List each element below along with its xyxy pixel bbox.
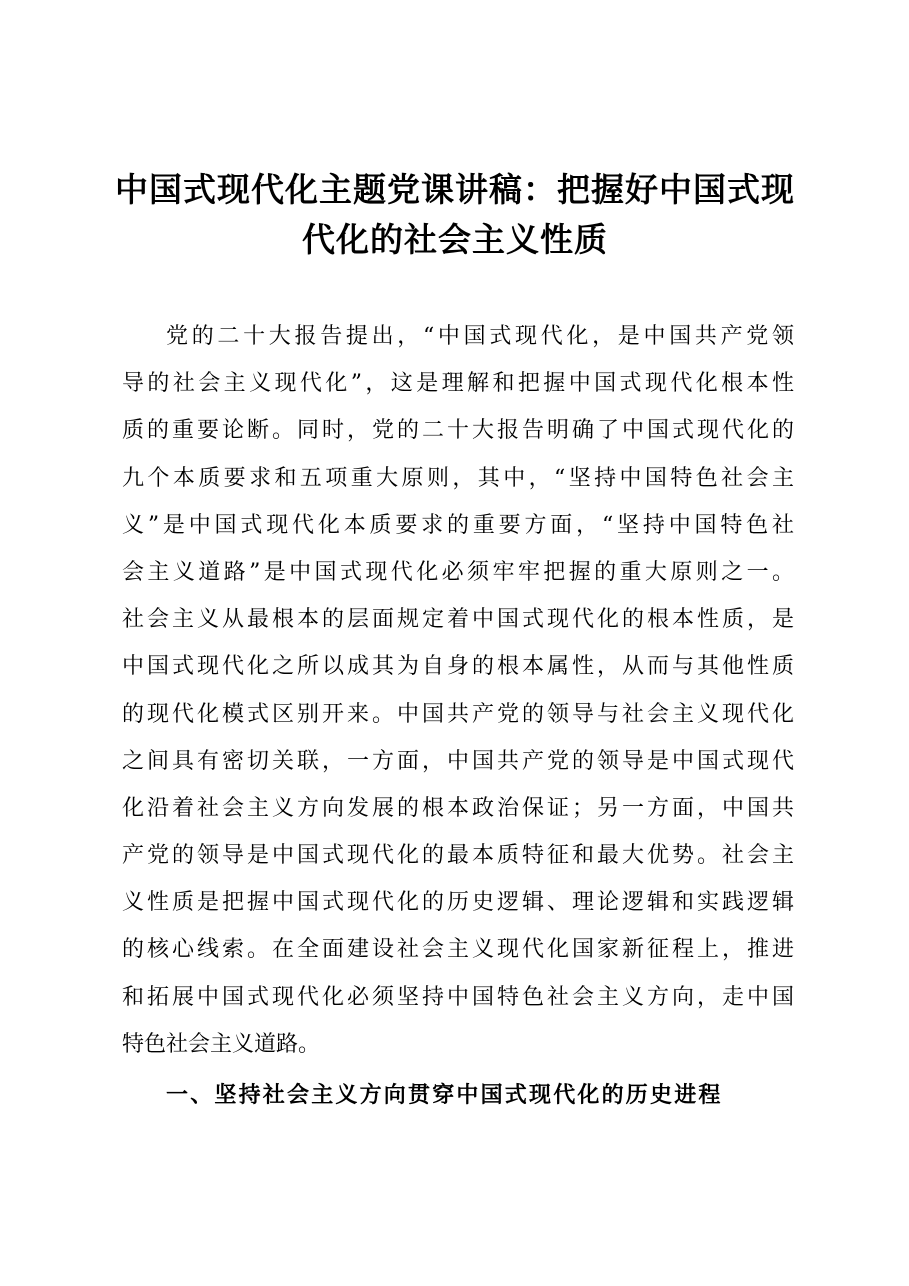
paragraph-line: 会主义道路”是中国式现代化必须牢牢把握的重大原则之一。 [122,559,794,585]
paragraph-line: 党的二十大报告提出，“中国式现代化，是中国共产党领 [166,324,794,349]
paragraph-line: 的现代化模式区别开来。中国共产党的领导与社会主义现代化 [122,701,794,727]
paragraph-line: 质的重要论断。同时，党的二十大报告明确了中国式现代化的 [122,418,794,444]
section-heading: 一、坚持社会主义方向贯穿中国式现代化的历史进程 [166,1082,723,1108]
document-title [110,165,800,265]
paragraph-line: 之间具有密切关联，一方面，中国共产党的领导是中国式现代 [122,748,794,774]
paragraph-line: 化沿着社会主义方向发展的根本政治保证；另一方面，中国共 [122,795,794,821]
paragraph-line: 九个本质要求和五项重大原则，其中，“坚持中国特色社会主 [122,465,794,491]
paragraph-line: 产党的领导是中国式现代化的最本质特征和最大优势。社会主 [122,843,794,869]
paragraph-line: 社会主义从最根本的层面规定着中国式现代化的根本性质，是 [122,607,794,633]
intro-paragraph [122,313,794,1068]
paragraph-line: 导的社会主义现代化”，这是理解和把握中国式现代化根本性 [122,371,794,397]
paragraph-line: 义性质是把握中国式现代化的历史逻辑、理论逻辑和实践逻辑 [122,890,794,916]
title-line-1: 中国式现代化主题党课讲稿：把握好中国式现 [115,170,795,209]
paragraph-line: 特色社会主义道路。 [122,1031,321,1057]
paragraph-line: 和拓展中国式现代化必须坚持中国特色社会主义方向，走中国 [122,984,794,1010]
paragraph-line: 义”是中国式现代化本质要求的重要方面，“坚持中国特色社 [122,512,794,538]
title-line-2: 代化的社会主义性质 [302,220,608,259]
paragraph-line: 中国式现代化之所以成其为自身的根本属性，从而与其他性质 [122,654,794,680]
paragraph-line: 的核心线索。在全面建设社会主义现代化国家新征程上，推进 [122,937,794,963]
